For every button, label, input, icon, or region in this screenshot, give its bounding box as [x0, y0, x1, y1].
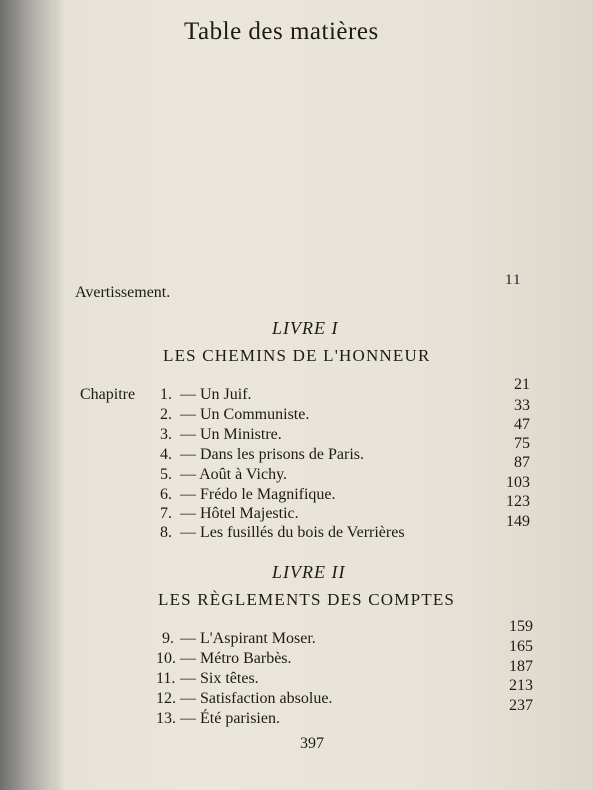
chapter-number: 11. [156, 670, 176, 687]
chapter-page: 213 [509, 677, 533, 694]
chapter-number: 7. [160, 505, 172, 522]
chapter-page: 33 [514, 397, 530, 414]
chapter-title: — Frédo le Magnifique. [180, 486, 336, 503]
chapter-number: 13. [156, 710, 176, 727]
chapter-page: 21 [514, 376, 530, 393]
table-of-contents-page [30, 0, 593, 790]
chapter-number: 8. [160, 524, 172, 541]
chapter-page: 149 [506, 513, 530, 530]
chapter-number: 1. [160, 386, 172, 403]
chapter-number: 5. [160, 466, 172, 483]
chapter-title: — Hôtel Majestic. [180, 505, 299, 522]
chapter-title: — Les fusillés du bois de Verrières [180, 524, 405, 541]
chapter-title: — Été parisien. [180, 710, 280, 727]
part-title: LES CHEMINS DE L'HONNEUR [163, 346, 431, 365]
chapter-title: — Un Ministre. [180, 426, 282, 443]
chapter-page: 237 [509, 697, 533, 714]
chapter-number: 9. [162, 630, 174, 647]
chapter-title: — Six têtes. [180, 670, 259, 687]
chapter-page: 159 [509, 618, 533, 635]
page-folio: 397 [300, 735, 324, 752]
chapter-title: — Août à Vichy. [180, 466, 288, 483]
chapter-page: 123 [506, 493, 530, 510]
chapter-number: 4. [160, 446, 172, 463]
chapter-page: 165 [509, 638, 533, 655]
chapter-page: 103 [506, 474, 530, 491]
chapter-title: — Un Juif. [180, 386, 252, 403]
chapter-title: — Métro Barbès. [180, 650, 292, 667]
chapter-number: 2. [160, 406, 172, 423]
part-title: LES RÈGLEMENTS DES COMPTES [158, 590, 456, 609]
page-title: Table des matières [184, 18, 379, 45]
chapter-page: 187 [509, 658, 533, 675]
chapter-title: — Satisfaction absolue. [180, 690, 333, 707]
toc-page-number: 11 [505, 272, 522, 288]
chapter-number: 6. [160, 486, 172, 503]
chapter-page: 47 [514, 416, 530, 433]
chapter-number: 10. [156, 650, 176, 667]
chapter-page: 87 [514, 454, 530, 471]
book-heading: LIVRE I [272, 318, 339, 338]
chapter-title: — Dans les prisons de Paris. [180, 446, 364, 463]
chapter-title: — L'Aspirant Moser. [180, 630, 316, 647]
chapter-title: — Un Communiste. [180, 406, 310, 423]
chapter-page: 75 [514, 435, 530, 452]
book-heading: LIVRE II [272, 562, 346, 582]
toc-entry-avertissement: Avertissement. [75, 284, 171, 301]
chapter-label: Chapitre [80, 386, 136, 403]
chapter-number: 3. [160, 426, 172, 443]
chapter-number: 12. [156, 690, 176, 707]
